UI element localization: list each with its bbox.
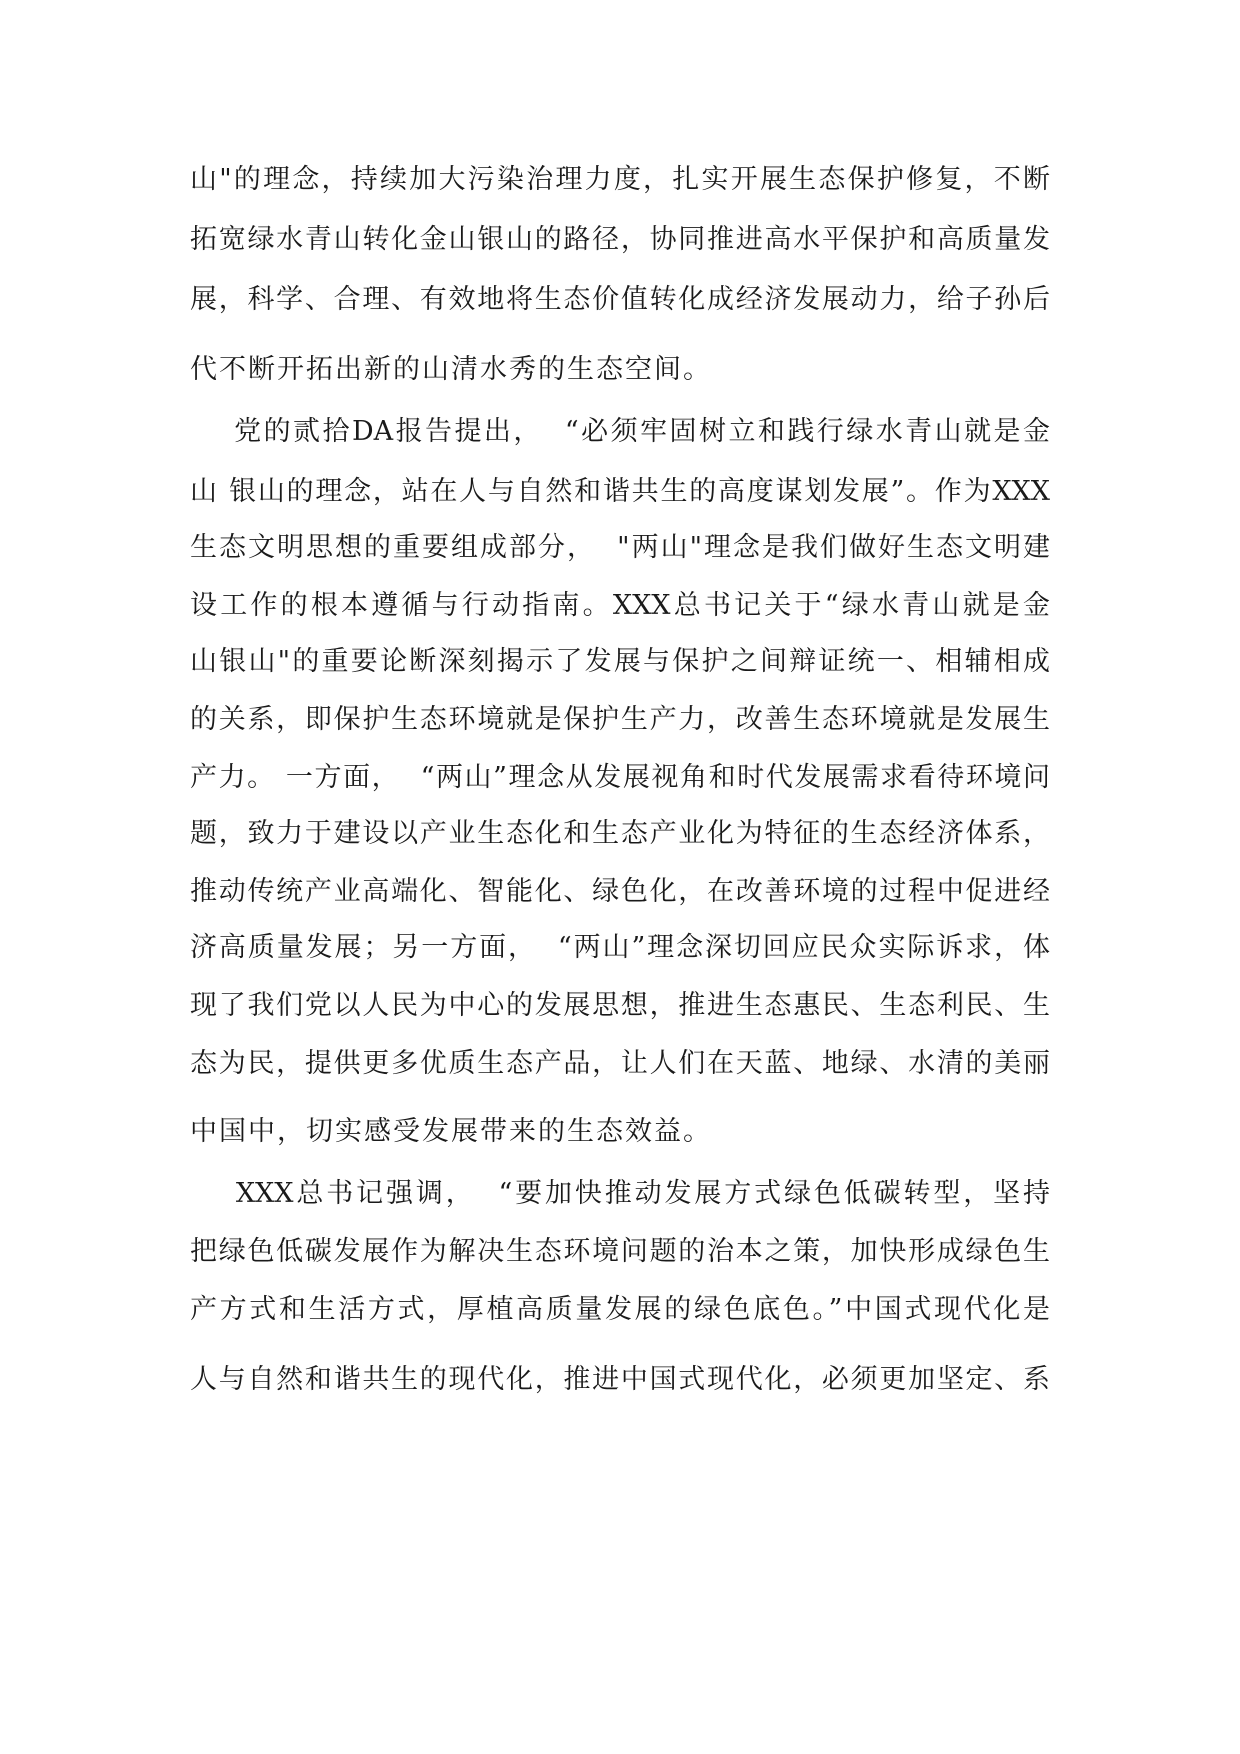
paragraph-line: 代不断开拓出新的山清水秀的生态空间。 [190,354,712,385]
paragraph-line: 题，致力于建设以产业生态化和生态产业化为特征的生态经济体系， [190,818,1050,849]
paragraph-line: 山银山"的重要论断深刻揭示了发展与保护之间辩证统一、相辅相成 [190,646,1050,677]
paragraph-line: 党的贰拾DA报告提出， “必须牢固树立和践行绿水青山就是金 [190,416,1050,447]
paragraph-line: 山"的理念，持续加大污染治理力度，扎实开展生态保护修复，不断 [190,164,1050,195]
paragraph-line: 的关系，即保护生态环境就是保护生产力，改善生态环境就是发展生 [190,704,1050,735]
paragraph-line: 产方式和生活方式，厚植高质量发展的绿色底色。”中国式现代化是 [190,1294,1050,1325]
paragraph-line: 生态文明思想的重要组成部分， "两山"理念是我们做好生态文明建 [190,532,1050,563]
paragraph-line: 把绿色低碳发展作为解决生态环境问题的治本之策，加快形成绿色生 [190,1236,1050,1267]
paragraph-line: XXX总书记强调， “要加快推动发展方式绿色低碳转型，坚持 [190,1178,1050,1209]
paragraph-line: 拓宽绿水青山转化金山银山的路径，协同推进高水平保护和高质量发 [190,224,1050,255]
paragraph-line: 产力。 一方面， “两山”理念从发展视角和时代发展需求看待环境问 [190,762,1050,793]
paragraph-line: 现了我们党以人民为中心的发展思想，推进生态惠民、生态利民、生 [190,990,1050,1021]
paragraph-line: 人与自然和谐共生的现代化，推进中国式现代化，必须更加坚定、系 [190,1364,1050,1395]
paragraph-line: 山 银山的理念，站在人与自然和谐共生的高度谋划发展”。作为XXX [190,476,1050,507]
paragraph-line: 设工作的根本遵循与行动指南。XXX总书记关于“绿水青山就是金 [190,590,1050,621]
paragraph-line: 展，科学、合理、有效地将生态价值转化成经济发展动力，给子孙后 [190,284,1050,315]
paragraph-line: 中国中，切实感受发展带来的生态效益。 [190,1116,712,1147]
paragraph-line: 态为民，提供更多优质生态产品，让人们在天蓝、地绿、水清的美丽 [190,1048,1050,1079]
paragraph-line: 济高质量发展；另一方面， “两山”理念深切回应民众实际诉求，体 [190,932,1050,963]
paragraph-line: 推动传统产业高端化、智能化、绿色化，在改善环境的过程中促进经 [190,876,1050,907]
